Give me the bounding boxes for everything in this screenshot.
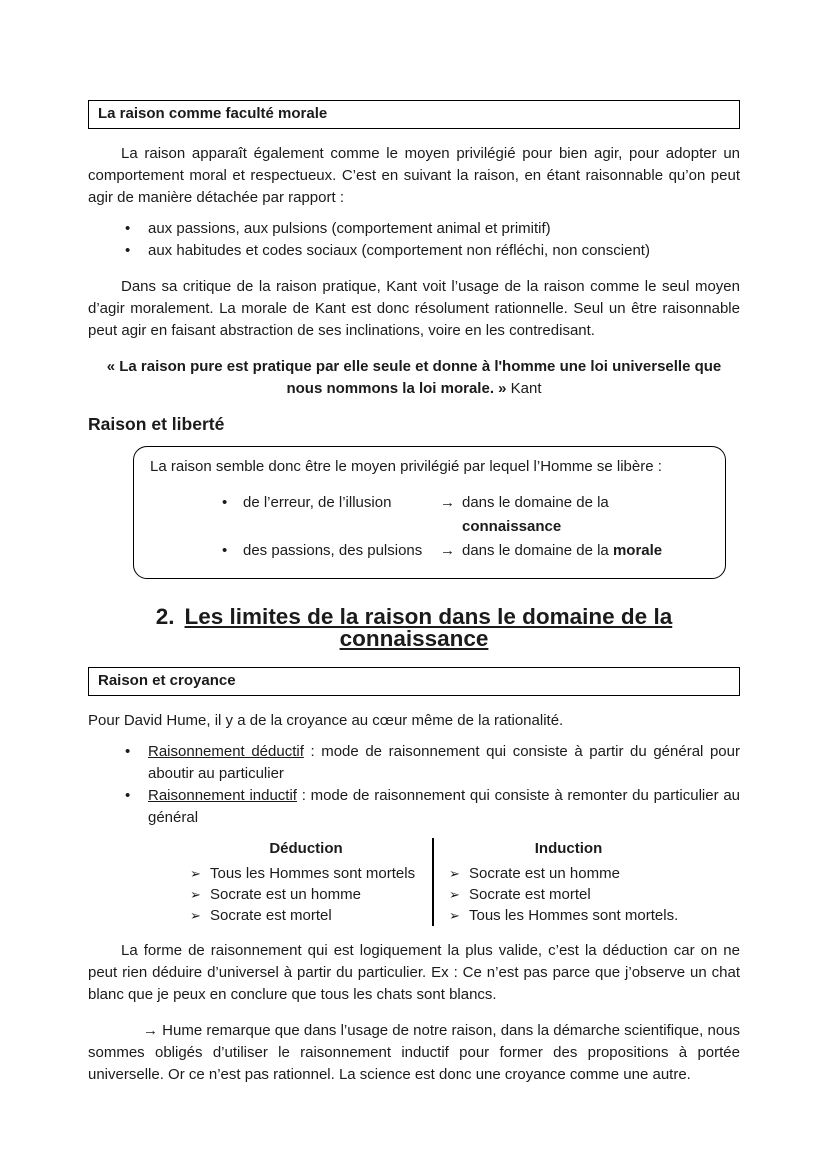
bullet-icon: • bbox=[125, 743, 131, 760]
section-heading-text: Les limites de la raison dans le domaine de la connaissance bbox=[184, 604, 673, 651]
freedom-item-domain-emphasis: morale bbox=[612, 542, 663, 559]
paragraph-morale-1: La raison apparaît également comme le moyen privilégié pour bien agir, pour adopter un comportement moral et respectueux. C’est en suivant la raison, en étant raisonnable qu’on peut agir de manière détachée par rapport : bbox=[88, 145, 740, 206]
subheading-raison-liberte: Raison et liberté bbox=[88, 414, 225, 434]
definition-term: Raisonnement inductif bbox=[148, 787, 297, 804]
table-cell-text: Socrate est un homme bbox=[469, 865, 620, 882]
table-row bbox=[180, 884, 432, 905]
bullet-icon: • bbox=[125, 220, 131, 237]
bullet-icon: • bbox=[222, 542, 228, 559]
bullet-icon: • bbox=[125, 242, 131, 259]
table-cell-text: Socrate est un homme bbox=[210, 886, 361, 903]
arrowhead-icon: ➢ bbox=[449, 908, 460, 923]
definition-body: : mode de raisonnement qui consiste à partir du général pour aboutir au particulier bbox=[148, 743, 740, 782]
table-cell-text: Socrate est mortel bbox=[210, 907, 332, 924]
list-item-text bbox=[148, 785, 740, 829]
table-cell-text: Tous les Hommes sont mortels bbox=[210, 865, 416, 882]
arrowhead-icon: ➢ bbox=[449, 887, 460, 902]
deduction-induction-table bbox=[180, 838, 690, 926]
table-row bbox=[180, 863, 432, 884]
table-row bbox=[447, 884, 690, 905]
kant-quote bbox=[88, 356, 740, 400]
table-cell-text: Tous les Hommes sont mortels. bbox=[469, 907, 679, 924]
freedom-item-domain-text: dans le domaine de la bbox=[462, 494, 609, 511]
section-heading-limites bbox=[88, 606, 740, 650]
freedom-item-domain bbox=[462, 491, 709, 539]
bullet-list-definitions bbox=[88, 741, 740, 829]
list-item bbox=[88, 785, 740, 829]
deduction-column bbox=[180, 838, 432, 926]
deduction-column-header: Déduction bbox=[269, 840, 343, 857]
freedom-box-list bbox=[150, 491, 709, 563]
list-item-text bbox=[148, 741, 740, 785]
list-item bbox=[88, 741, 740, 785]
freedom-item-domain-emphasis: connaissance bbox=[462, 518, 562, 535]
freedom-summary-box bbox=[133, 446, 726, 579]
bullet-icon: • bbox=[125, 787, 131, 804]
table-cell-text: Socrate est mortel bbox=[469, 886, 591, 903]
definition-term: Raisonnement déductif bbox=[148, 743, 304, 760]
bullet-list-detachement bbox=[88, 218, 740, 262]
induction-column-header: Induction bbox=[534, 840, 603, 857]
arrowhead-icon: ➢ bbox=[190, 866, 201, 881]
section-title-croyance: Raison et croyance bbox=[98, 672, 236, 689]
freedom-item-domain-text: dans le domaine de la bbox=[462, 542, 613, 559]
right-arrow-icon: → bbox=[440, 494, 455, 511]
section-title-morale: La raison comme faculté morale bbox=[98, 105, 328, 122]
paragraph-hume-conclusion: → Hume remarque que dans l’usage de notre raison, dans la démarche scientifique, nous sommes obligés d’utiliser le raisonnement inductif pour former des propositions à portée universelle. Or ce n’est pas rationnel. La science est donc une croyance comme une autre. bbox=[88, 1022, 741, 1083]
list-item-text: aux habitudes et codes sociaux (comportement non réfléchi, non conscient) bbox=[148, 242, 650, 259]
table-row bbox=[180, 905, 432, 926]
list-item bbox=[88, 218, 740, 240]
arrowhead-icon: ➢ bbox=[190, 887, 201, 902]
freedom-item-lead: de l’erreur, de l’illusion bbox=[243, 494, 392, 511]
paragraph-hume-intro: Pour David Hume, il y a de la croyance au cœur même de la rationalité. bbox=[88, 712, 564, 729]
bullet-icon: • bbox=[222, 494, 228, 511]
definition-body: : mode de raisonnement qui consiste à remonter du particulier au général bbox=[148, 787, 741, 826]
section-number: 2. bbox=[155, 604, 175, 629]
kant-quote-author: Kant bbox=[506, 380, 542, 397]
arrowhead-icon: ➢ bbox=[190, 908, 201, 923]
induction-column bbox=[432, 838, 690, 926]
section-title-box-morale bbox=[88, 100, 740, 129]
paragraph-morale-2: Dans sa critique de la raison pratique, Kant voit l’usage de la raison comme le seul moyen d’agir moralement. La morale de Kant est donc résolument rationnelle. Seul un être raisonnable peut agir en faisant abstraction de ses inclinations, voire en les contredisant. bbox=[88, 278, 740, 339]
list-item bbox=[88, 240, 740, 262]
list-item-text: aux passions, aux pulsions (comportement animal et primitif) bbox=[148, 220, 551, 237]
table-row bbox=[447, 905, 690, 926]
freedom-item-lead: des passions, des pulsions bbox=[243, 542, 423, 559]
kant-quote-text: « La raison pure est pratique par elle seule et donne à l'homme une loi universelle que nous nommons la loi morale. » bbox=[106, 358, 722, 397]
right-arrow-icon: → bbox=[440, 542, 455, 559]
section-title-box-croyance bbox=[88, 667, 740, 696]
freedom-box-intro: La raison semble donc être le moyen privilégié par lequel l’Homme se libère : bbox=[150, 458, 662, 475]
freedom-item-domain bbox=[462, 539, 662, 563]
table-row bbox=[447, 863, 690, 884]
paragraph-deduction-valide: La forme de raisonnement qui est logiquement la plus valide, c’est la déduction car on ne peut rien déduire d’universel à partir du particulier. Ex : Ce n’est pas parce que j’observe un chat blanc que je peux en conclure que tous les chats sont blancs. bbox=[88, 942, 740, 1003]
list-item bbox=[150, 539, 709, 563]
list-item bbox=[150, 491, 709, 539]
arrowhead-icon: ➢ bbox=[449, 866, 460, 881]
